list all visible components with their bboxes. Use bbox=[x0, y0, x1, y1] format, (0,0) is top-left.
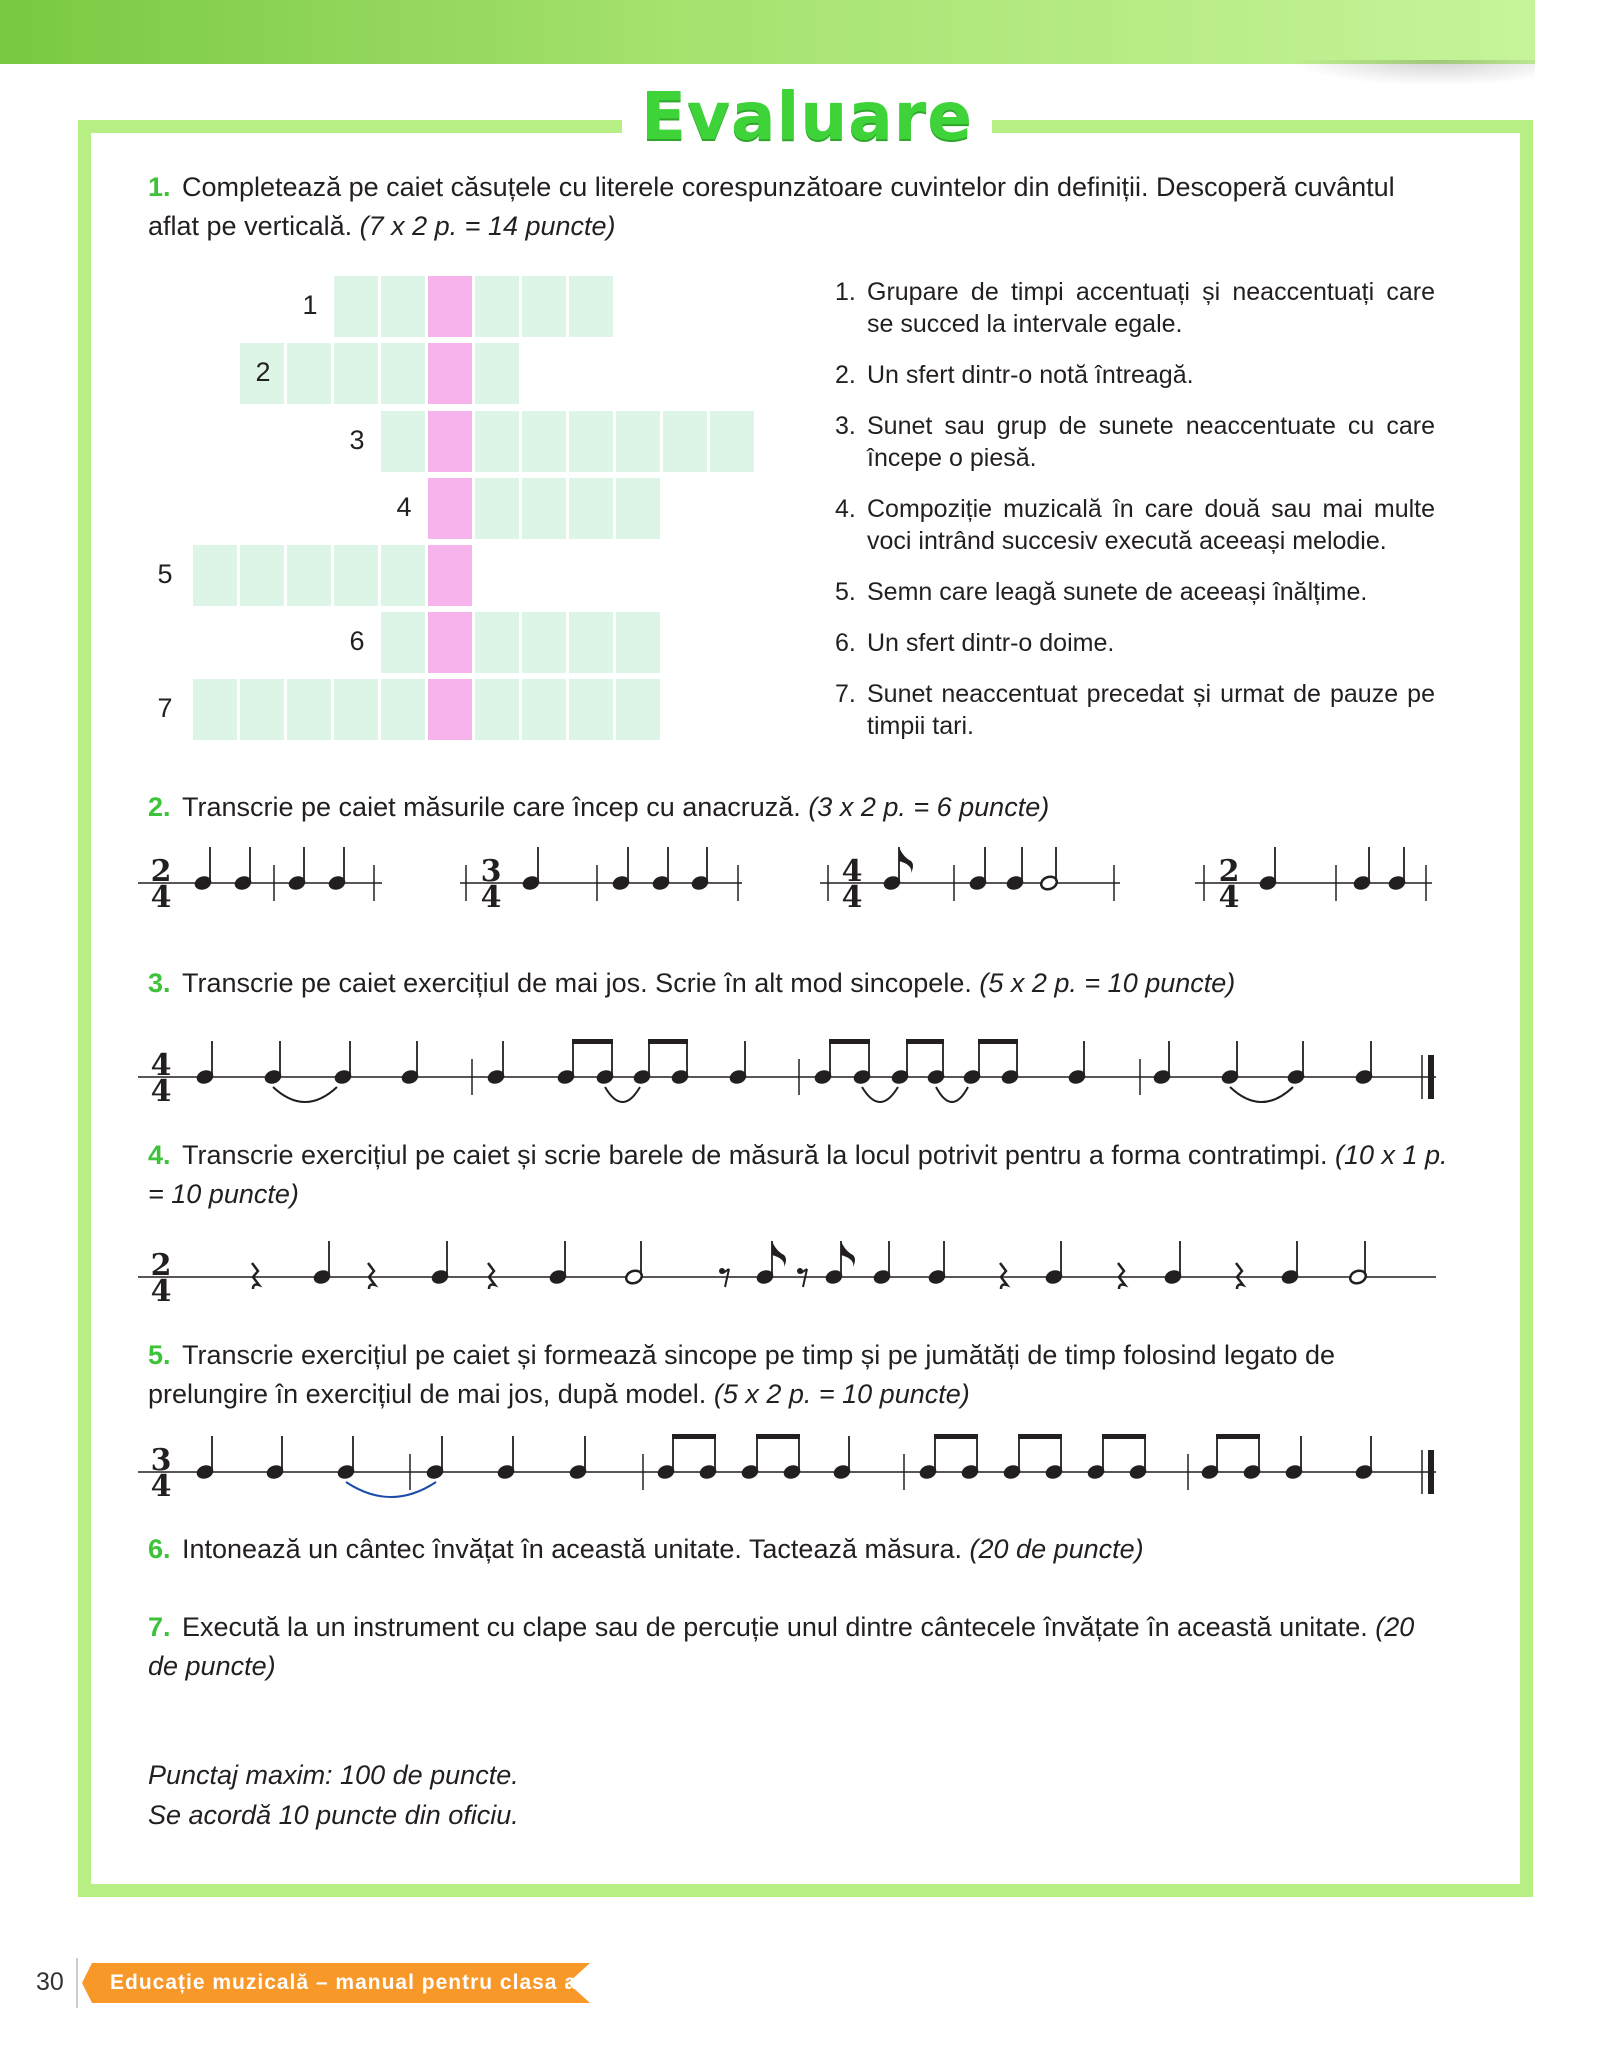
crossword-row-number: 1 bbox=[302, 290, 318, 320]
quarter-rest bbox=[1118, 1263, 1125, 1289]
crossword-row-number: 4 bbox=[396, 492, 412, 522]
score-note bbox=[148, 1755, 519, 1835]
note-beam bbox=[572, 1039, 613, 1044]
tie-arc bbox=[862, 1087, 898, 1102]
exercise-2: 2. Transcrie pe caiet măsurile care încep cu anacruză. (3 x 2 p. = 6 puncte) bbox=[148, 792, 1050, 822]
exercise-number: 1. bbox=[148, 172, 171, 202]
quarter-rest bbox=[252, 1263, 259, 1289]
quarter-rest bbox=[368, 1263, 375, 1289]
time-signature-top: 3 bbox=[480, 854, 502, 889]
bonus-score: Se acordă 10 puncte din oficiu. bbox=[148, 1800, 519, 1830]
crossword-row-number: 3 bbox=[349, 425, 365, 455]
note-beam bbox=[648, 1039, 688, 1044]
definition-item: 1. Grupare de timpi accentuați și neaccentuați care se succed la intervale egale. bbox=[835, 278, 1435, 338]
note-beam bbox=[1216, 1434, 1260, 1439]
crossword-row-number: 7 bbox=[157, 693, 173, 723]
crossword-row-number: 5 bbox=[157, 559, 173, 589]
exercise-4: 4. Transcrie exercițiul pe caiet și scrie barele de măsură la locul potrivit pentru a forma contratimpi. (10 x 1 p. = 10 puncte) bbox=[148, 1140, 1448, 1209]
time-signature-bottom: 4 bbox=[150, 880, 172, 915]
exercise-6: 6. Intonează un cântec învățat în această unitate. Tactează măsura. (20 de puncte) bbox=[148, 1534, 1144, 1564]
quarter-rest bbox=[488, 1263, 495, 1289]
note-beam bbox=[934, 1434, 978, 1439]
exercise-7: 7. Execută la un instrument cu clape sau de percuție unul dintre cântecele învățate în această unitate. (20 de puncte) bbox=[148, 1612, 1415, 1681]
time-signature-bottom: 4 bbox=[1218, 880, 1240, 915]
time-signature-bottom: 4 bbox=[841, 880, 863, 915]
tie-arc bbox=[346, 1482, 436, 1497]
time-signature-bottom: 4 bbox=[150, 1074, 172, 1109]
time-signature-top: 2 bbox=[150, 854, 172, 889]
page-number: 30 bbox=[36, 1968, 64, 1996]
time-signature-top: 2 bbox=[1218, 854, 1240, 889]
note-beam bbox=[1102, 1434, 1146, 1439]
page-title: Evaluare bbox=[640, 78, 974, 155]
time-signature-bottom: 4 bbox=[480, 880, 502, 915]
crossword-row-number: 6 bbox=[349, 626, 365, 656]
book-title: Educație muzicală – manual pentru clasa a VI-a bbox=[110, 1971, 627, 1994]
note-flag bbox=[841, 1241, 855, 1267]
note-beam bbox=[756, 1434, 800, 1439]
time-signature-top: 4 bbox=[841, 854, 863, 889]
definition-item: 5. Semn care leagă sunete de aceeași înălțime. bbox=[835, 578, 1368, 606]
tie-arc bbox=[1230, 1087, 1293, 1102]
final-bar bbox=[1428, 1450, 1434, 1494]
definition-item: 7. Sunet neaccentuat precedat și urmat de pauze pe timpii tari. bbox=[835, 680, 1435, 740]
footer-divider bbox=[76, 1958, 78, 2008]
crossword-row-number: 2 bbox=[255, 357, 271, 387]
quarter-rest bbox=[1236, 1263, 1243, 1289]
definition-item: 6. Un sfert dintr-o doime. bbox=[835, 629, 1115, 657]
note-beam bbox=[1018, 1434, 1062, 1439]
exercise-3: 3. Transcrie pe caiet exercițiul de mai jos. Scrie în alt mod sincopele. (5 x 2 p. = 10 puncte) bbox=[148, 968, 1236, 998]
tie-arc bbox=[936, 1087, 968, 1102]
quarter-rest bbox=[1000, 1263, 1007, 1289]
exercise-text: Completează pe caiet căsuțele cu literele corespunzătoare cuvintelor din definiții. Descoperă cuvântul aflat pe verticală. bbox=[148, 172, 1395, 241]
time-signature-top: 2 bbox=[150, 1248, 172, 1283]
definition-item: 4. Compoziție muzicală în care două sau mai multe voci intrând succesiv execută aceeași melodie. bbox=[835, 495, 1435, 555]
note-beam bbox=[906, 1039, 944, 1044]
time-signature-bottom: 4 bbox=[150, 1274, 172, 1309]
final-bar bbox=[1428, 1055, 1434, 1099]
time-signature-top: 4 bbox=[150, 1048, 172, 1083]
definition-item: 2. Un sfert dintr-o notă întreagă. bbox=[835, 361, 1194, 389]
note-beam bbox=[978, 1039, 1018, 1044]
note-flag bbox=[772, 1241, 786, 1267]
note-flag bbox=[899, 847, 913, 873]
time-signature-top: 3 bbox=[150, 1443, 172, 1478]
time-signature-bottom: 4 bbox=[150, 1469, 172, 1504]
note-beam bbox=[672, 1434, 716, 1439]
exercise-5: 5. Transcrie exercițiul pe caiet și formează sincope pe timp și pe jumătăți de timp folosind legato de prelungire în exercițiul de mai jos, după model. (5 x 2 p. = 10 puncte) bbox=[148, 1340, 1336, 1409]
tie-arc bbox=[605, 1087, 640, 1102]
exercise-points: (7 x 2 p. = 14 puncte) bbox=[359, 211, 616, 241]
max-score: Punctaj maxim: 100 de puncte. bbox=[148, 1760, 519, 1790]
definition-item: 3. Sunet sau grup de sunete neaccentuate cu care începe o piesă. bbox=[835, 412, 1435, 472]
tie-arc bbox=[273, 1087, 337, 1102]
note-beam bbox=[829, 1039, 870, 1044]
